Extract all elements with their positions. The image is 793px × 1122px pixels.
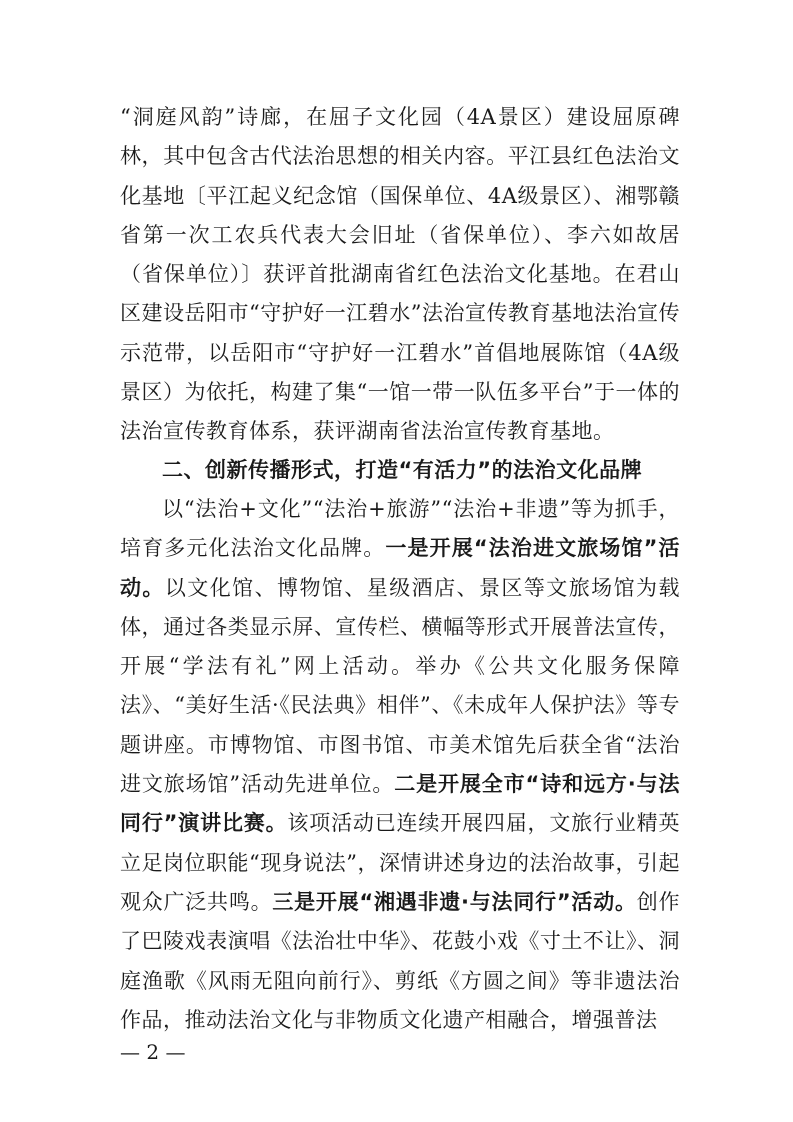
paragraph-text: 创作了巴陵戏表演唱《法治壮中华》、花鼓小戏《寸土不让》、洞庭渔歌《风雨无阻向前行》、剪纸《方圆之间》等非遗法治作品，推动法治文化与非物质文化遗产相融合，增强普法 bbox=[120, 889, 680, 1032]
bold-lead-phrase: 二是开展全市“诗和远方·与法同行”演讲比赛。 bbox=[120, 772, 680, 836]
paragraph-text: 以“法治+文化”“法治+旅游”“法治+非遗”等为抓手，培育多元化法治文化品牌。 bbox=[120, 497, 680, 561]
section-heading: 二、创新传播形式，打造“有活力”的法治文化品牌 bbox=[162, 458, 643, 482]
page-number: — 2 — bbox=[120, 1040, 186, 1064]
paragraph-text: 以文化馆、博物馆、星级酒店、景区等文旅场馆为载体，通过各类显示屏、宣传栏、横幅等形式开展普法宣传，开展“学法有礼”网上活动。举办《公共文化服务保障法》、“美好生活·《民法典》相伴”、《未成年人保护法》等专题讲座。市博物馆、市图书馆、市美术馆先后获全省“法治进文旅场馆”活动先进单位。 bbox=[120, 575, 680, 797]
body-paragraph: “洞庭风韵”诗廊，在屈子文化园（4A景区）建设屈原碑林，其中包含古代法治思想的相关内容。平江县红色法治文化基地〔平江起义纪念馆（国保单位、4A级景区）、湘鄂赣省第一次工农兵代表大会旧址（省保单位）、李六如故居（省保单位）〕获评首批湖南省红色法治文化基地。在君山区建设岳阳市“守护好一江碧水”法治宣传教育基地法治宣传示范带，以岳阳市“守护好一江碧水”首倡地展陈馆（4A级景区）为依托，构建了集“一馆一带一队伍多平台”于一体的法治宣传教育体系，获评湖南省法治宣传教育基地。 bbox=[120, 105, 680, 444]
paragraph-text: 该项活动已连续开展四届，文旅行业精英立足岗位职能“现身说法”，深情讲述身边的法治故事，引起观众广泛共鸣。 bbox=[120, 811, 680, 914]
bold-lead-phrase: 三是开展“湘遇非遗·与法同行”活动。 bbox=[272, 889, 637, 914]
body-paragraph bbox=[120, 490, 680, 1040]
bold-lead-phrase: 一是开展“法治进文旅场馆”活动。 bbox=[120, 536, 680, 600]
